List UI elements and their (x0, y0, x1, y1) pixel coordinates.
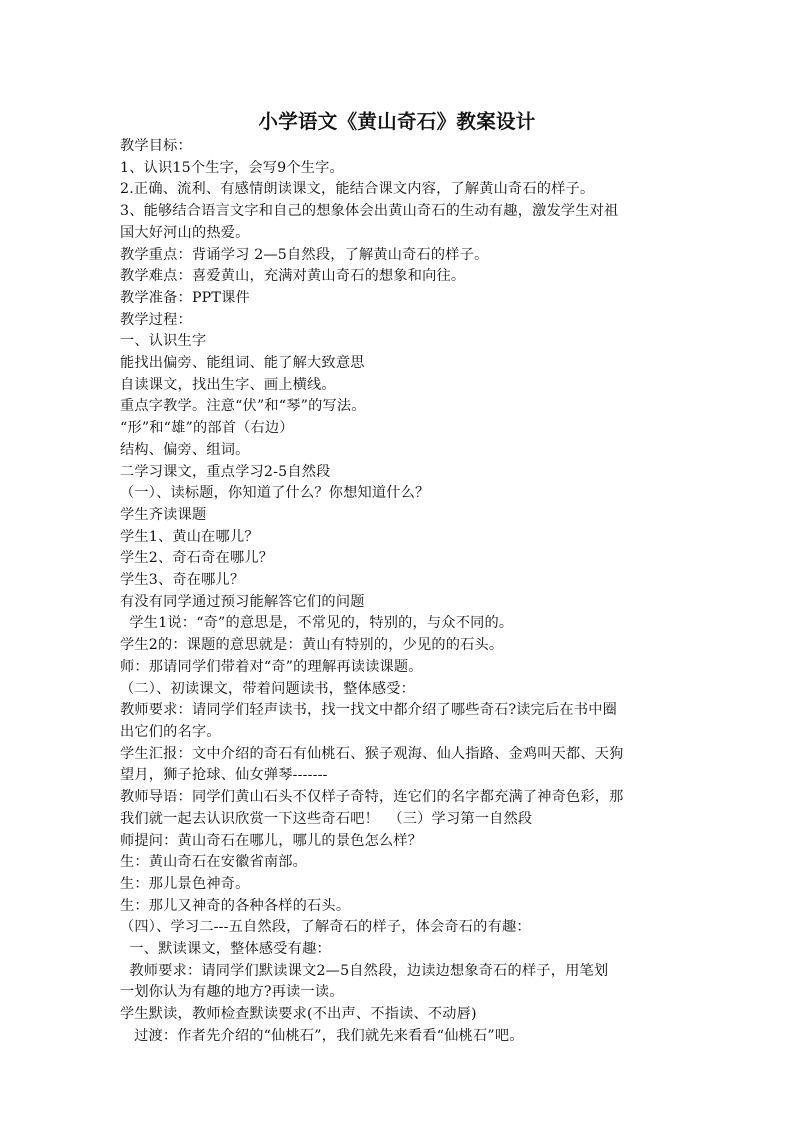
text-line: 望月，狮子抢球、仙女弹琴------- (120, 767, 328, 784)
text-line: （四）、学习二---五自然段，了解奇石的样子，体会奇石的有趣： (120, 919, 531, 936)
text-line: 出它们的名字。 (120, 723, 221, 740)
text-line: 师提问：黄山奇石在哪儿，哪儿的景色怎么样？ (120, 832, 423, 849)
text-line: 学生2、奇石奇在哪儿？ (120, 550, 274, 567)
text-line: 一划你认为有趣的地方?再读一读。 (120, 984, 344, 1001)
text-line: 学生1、黄山在哪儿？ (120, 528, 259, 545)
text-line: 能找出偏旁、能组词、能了解大致意思 (120, 355, 365, 372)
text-line: 有没有同学通过预习能解答它们的问题 (120, 593, 365, 610)
text-line: （二）、初读课文，带着问题读书，整体感受： (120, 680, 416, 697)
text-line: “形”和“雄”的部首（右边） (120, 420, 294, 437)
text-line: 过渡：作者先介绍的“仙桃石”，我们就先来看看“仙桃石”吧。 (120, 1027, 524, 1044)
text-line: 一、认识生字 (120, 333, 207, 350)
document-title: 小学语文《黄山奇石》教案设计 (258, 110, 536, 133)
text-line: 教学重点：背诵学习 2—5自然段，了解黄山奇石的样子。 (120, 246, 489, 263)
document-body (120, 136, 680, 1048)
text-line: 教师导语：同学们黄山石头不仅样子奇特，连它们的名字都充满了神奇色彩，那 (120, 789, 624, 806)
text-line: 生：那儿又神奇的各种各样的石头。 (120, 897, 351, 914)
text-line: 重点字教学。注意“伏”和“琴”的写法。 (120, 398, 366, 415)
text-line: 教学难点：喜爱黄山，充满对黄山奇石的想象和向往。 (120, 268, 466, 285)
text-line: 学生1说：“奇”的意思是，不常见的，特别的，与众不同的。 (120, 615, 514, 632)
text-line: 生：那儿景色神奇。 (120, 875, 250, 892)
text-line: 一、默读课文，整体感受有趣： (120, 941, 331, 958)
text-line: 生：黄山奇石在安徽省南部。 (120, 854, 308, 871)
text-line: 二学习课文，重点学习2-5自然段 (120, 463, 331, 480)
text-line: 师：那请同学们带着对“奇”的理解再读读课题。 (120, 658, 423, 675)
text-line: 教学过程： (120, 311, 192, 328)
text-line: 国大好河山的热爱。 (120, 224, 250, 241)
text-line: 2.正确、流利、有感情朗读课文，能结合课文内容，了解黄山奇石的样子。 (120, 181, 595, 198)
text-line: 教师要求：请同学们默读课文2—5自然段，边读边想象奇石的样子，用笔划 (120, 962, 609, 979)
text-line: 教学目标： (120, 138, 192, 154)
text-line: 学生汇报：文中介绍的奇石有仙桃石、猴子观海、仙人指路、金鸡叫天都、天狗 (120, 745, 624, 762)
text-line: （一）、读标题，你知道了什么？你想知道什么？ (120, 485, 430, 502)
text-line: 教学准备：PPT课件 (120, 289, 250, 306)
text-line: 结构、偏旁、组词。 (120, 441, 250, 458)
text-line: 自读课文，找出生字、画上横线。 (120, 376, 336, 393)
text-line: 学生2的：课题的意思就是：黄山有特别的，少见的的石头。 (120, 637, 504, 654)
text-line: 教师要求：请同学们轻声读书，找一找文中都介绍了哪些奇石?读完后在书中圈 (120, 702, 617, 719)
text-line: 3、能够结合语言文字和自己的想象体会出黄山奇石的生动有趣，激发学生对祖 (120, 203, 619, 220)
text-line: 1、认识15个生字，会写9个生字。 (120, 159, 344, 176)
text-line: 我们就一起去认识欣赏一下这些奇石吧！ （三）学习第一自然段 (120, 810, 533, 827)
text-line: 学生齐读课题 (120, 506, 207, 523)
text-line: 学生默读，教师检查默读要求(不出声、不指读、不动唇) (120, 1006, 477, 1023)
text-line: 学生3、奇在哪儿？ (120, 572, 245, 589)
